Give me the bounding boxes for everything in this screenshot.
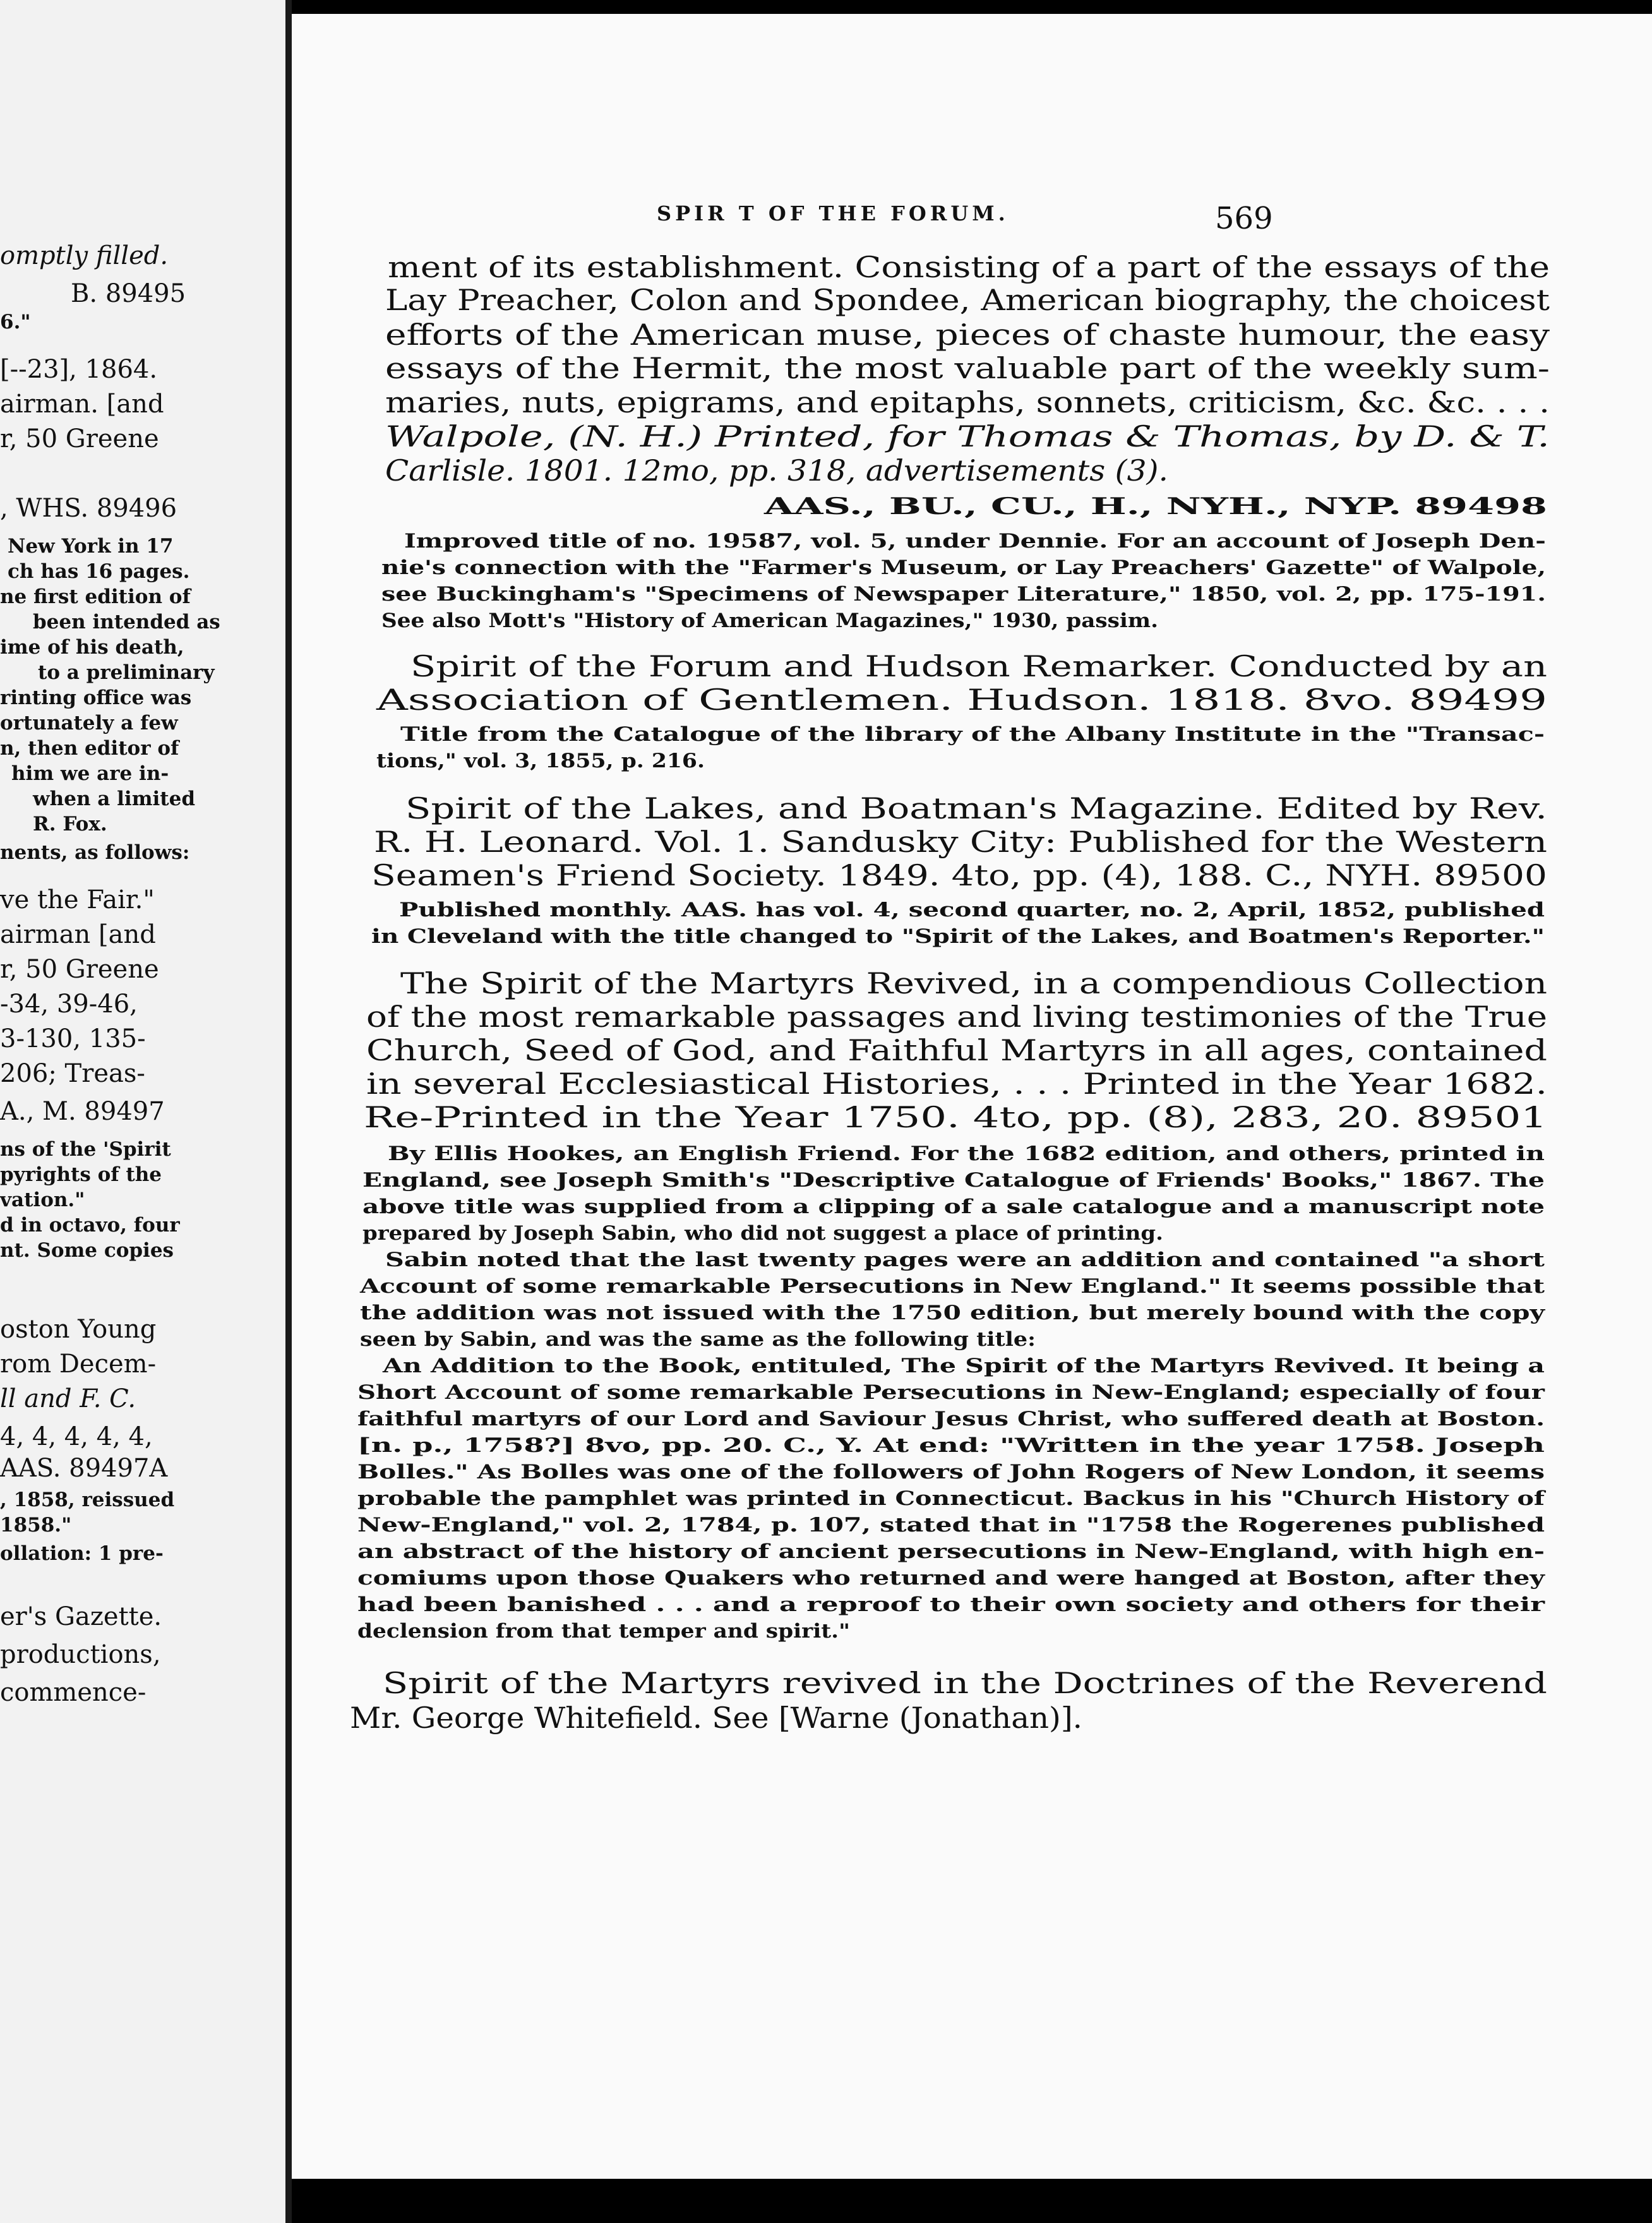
left-page-line: 6." — [0, 311, 31, 333]
left-page-line: ime of his death, — [0, 636, 184, 659]
book-gutter — [285, 0, 292, 2223]
left-page-line: ollation: 1 pre- — [0, 1542, 164, 1565]
left-page-line: been intended as — [33, 611, 220, 633]
left-page-line: ns of the 'Spirit — [0, 1138, 171, 1161]
left-page-line: A., M. 89497 — [0, 1097, 165, 1126]
left-page-line: [--23], 1864. — [0, 355, 158, 384]
left-page-line: ne first edition of — [0, 585, 191, 608]
text-line: Walpole, (N. H.) Printed, for Thomas & Thomas, by D. & T. — [385, 419, 1550, 453]
left-page-line: B. 89495 — [71, 279, 186, 308]
left-page-line: New York in 17 — [8, 535, 174, 558]
left-page-line: r, 50 Greene — [0, 955, 159, 984]
left-page-line: , WHS. 89496 — [0, 494, 177, 523]
text-line: Bolles." As Bolles was one of the followers of John Rogers of New London, it seems — [357, 1461, 1545, 1483]
left-page-line: airman [and — [0, 920, 156, 949]
text-line: Seamen's Friend Society. 1849. 4to, pp. (4), 188. C., NYH. 89500 — [371, 858, 1547, 892]
text-line: New-England," vol. 2, 1784, p. 107, stated that in "1758 the Rogerenes published — [357, 1514, 1545, 1537]
left-page-line: ll and F. C. — [0, 1384, 136, 1413]
left-page-line: to a preliminary — [38, 661, 215, 684]
text-line: faithful martyrs of our Lord and Saviour Jesus Christ, who suffered death at Boston. — [357, 1408, 1545, 1430]
text-line: essays of the Hermit, the most valuable part of the weekly sum- — [385, 351, 1550, 385]
running-head: SPIR T OF THE FORUM. — [657, 201, 1009, 225]
left-page-line: 4, 4, 4, 4, 4, — [0, 1422, 153, 1451]
left-page-line: vation." — [0, 1189, 85, 1211]
left-page-line: -34, 39-46, — [0, 990, 138, 1019]
left-page-line: d in octavo, four — [0, 1214, 180, 1237]
left-page-line: oston Young — [0, 1315, 157, 1344]
text-line: nie's connection with the "Farmer's Museum, or Lay Preachers' Gazette" of Walpole, — [381, 556, 1547, 579]
text-line: seen by Sabin, and was the same as the following title: — [360, 1328, 1036, 1351]
text-line: See also Mott's "History of American Magazines," 1930, passim. — [381, 609, 1159, 632]
text-line: Lay Preacher, Colon and Spondee, American biography, the choicest — [385, 283, 1550, 317]
text-line: an abstract of the history of ancient persecutions in New-England, with high en- — [357, 1540, 1545, 1563]
left-page-line: him we are in- — [11, 762, 169, 785]
left-page-line: ch has 16 pages. — [8, 560, 190, 583]
text-line: efforts of the American muse, pieces of chaste humour, the easy — [385, 318, 1550, 352]
text-line: of the most remarkable passages and living testimonies of the True — [366, 1000, 1548, 1034]
left-page-line: nt. Some copies — [0, 1239, 174, 1262]
left-page-line: omptly filled. — [0, 241, 169, 270]
text-line: prepared by Joseph Sabin, who did not suggest a place of printing. — [362, 1222, 1163, 1245]
text-line: had been banished . . . and a reproof to their own society and others for their — [357, 1593, 1545, 1616]
left-page-line: AAS. 89497A — [0, 1454, 168, 1483]
text-line: Account of some remarkable Persecutions in New England." It seems possible that — [360, 1275, 1545, 1298]
text-line: Published monthly. AAS. has vol. 4, second quarter, no. 2, April, 1852, published — [399, 899, 1545, 921]
left-page-line: rinting office was — [0, 686, 192, 709]
text-line: Spirit of the Lakes, and Boatman's Magazine. Edited by Rev. — [405, 791, 1547, 825]
left-page-line: 3-130, 135- — [0, 1024, 146, 1053]
left-page-line: 1858." — [0, 1514, 72, 1537]
left-page-line: R. Fox. — [33, 813, 107, 836]
text-line: R. H. Leonard. Vol. 1. Sandusky City: Published for the Western — [374, 825, 1548, 859]
text-line: comiums upon those Quakers who returned and were hanged at Boston, after they — [357, 1567, 1545, 1590]
text-line: An Addition to the Book, entituled, The Spirit of the Martyrs Revived. It being a — [383, 1355, 1545, 1377]
text-line: probable the pamphlet was printed in Connecticut. Backus in his "Church History of — [357, 1487, 1545, 1510]
text-line: above title was supplied from a clipping of a sale catalogue and a manuscript note — [362, 1195, 1545, 1218]
left-page-line: nents, as follows: — [0, 841, 190, 864]
text-line: Carlisle. 1801. 12mo, pp. 318, advertisements (3). — [385, 453, 1169, 488]
left-page-line: er's Gazette. — [0, 1602, 162, 1631]
page-number: 569 — [1215, 201, 1273, 236]
left-page-line: pyrights of the — [0, 1163, 162, 1186]
text-line: Mr. George Whitefield. See [Warne (Jonathan)]. — [350, 1701, 1083, 1735]
left-page-line: ve the Fair." — [0, 885, 155, 914]
text-line: England, see Joseph Smith's "Descriptive Catalogue of Friends' Books," 1867. The — [362, 1169, 1545, 1192]
left-page-line: n, then editor of — [0, 737, 179, 760]
text-line: Association of Gentlemen. Hudson. 1818. 8vo. 89499 — [376, 683, 1547, 717]
text-line: Church, Seed of God, and Faithful Martyrs in all ages, contained — [366, 1033, 1547, 1067]
text-line: The Spirit of the Martyrs Revived, in a compendious Collection — [400, 966, 1548, 1000]
text-line: in several Ecclesiastical Histories, . . . Printed in the Year 1682. — [366, 1067, 1548, 1101]
right-page — [292, 14, 1652, 2179]
text-line: Sabin noted that the last twenty pages were an addition and contained "a short — [385, 1249, 1545, 1271]
text-line: Spirit of the Martyrs revived in the Doctrines of the Reverend — [383, 1666, 1547, 1700]
text-line: Spirit of the Forum and Hudson Remarker. Conducted by an — [410, 649, 1547, 683]
left-page-line: 206; Treas- — [0, 1059, 145, 1088]
text-line: maries, nuts, epigrams, and epitaphs, sonnets, criticism, &c. &c. . . . — [385, 385, 1550, 419]
left-page — [0, 0, 285, 2223]
text-line: [n. p., 1758?] 8vo, pp. 20. C., Y. At end: "Written in the year 1758. Joseph — [357, 1434, 1545, 1457]
left-page-line: productions, — [0, 1640, 161, 1669]
text-line: Short Account of some remarkable Persecutions in New-England; especially of four — [357, 1381, 1545, 1404]
text-line: Title from the Catalogue of the library of the Albany Institute in the "Transac- — [400, 723, 1545, 746]
left-page-line: when a limited — [33, 788, 196, 810]
left-page-line: r, 50 Greene — [0, 424, 159, 453]
left-page-line: rom Decem- — [0, 1350, 157, 1379]
text-line: in Cleveland with the title changed to "Spirit of the Lakes, and Boatmen's Reporter." — [371, 925, 1545, 948]
text-line: declension from that temper and spirit." — [357, 1620, 850, 1643]
left-page-line: airman. [and — [0, 390, 164, 419]
text-line: Improved title of no. 19587, vol. 5, under Dennie. For an account of Joseph Den- — [404, 530, 1546, 553]
text-line: Re-Printed in the Year 1750. 4to, pp. (8), 283, 20. 89501 — [364, 1100, 1547, 1134]
text-line: By Ellis Hookes, an English Friend. For the 1682 edition, and others, printed in — [388, 1142, 1545, 1165]
text-line: the addition was not issued with the 1750 edition, but merely bound with the copy — [360, 1302, 1545, 1324]
text-line: see Buckingham's "Specimens of Newspaper Literature," 1850, vol. 2, pp. 175-191. — [381, 583, 1547, 606]
left-page-line: , 1858, reissued — [0, 1489, 175, 1511]
text-line: tions," vol. 3, 1855, p. 216. — [376, 750, 705, 772]
left-page-line: ortunately a few — [0, 712, 178, 734]
text-line: AAS., BU., CU., H., NYH., NYP. 89498 — [764, 493, 1547, 520]
left-page-line: commence- — [0, 1678, 147, 1707]
text-line: ment of its establishment. Consisting of a part of the essays of the — [388, 250, 1550, 284]
